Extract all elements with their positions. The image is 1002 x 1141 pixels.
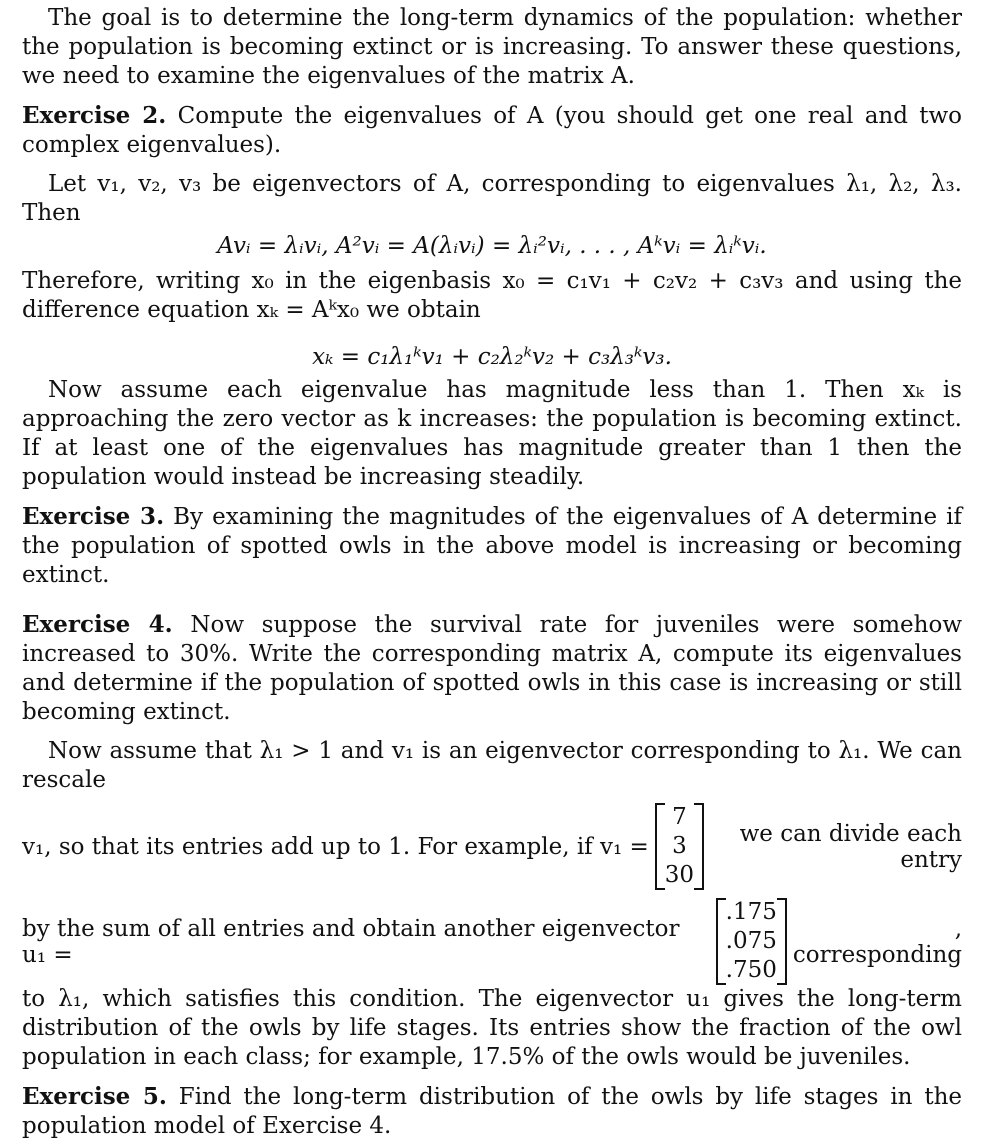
exercise-3-text: By examining the magnitudes of the eigenvalues of A determine if the population of spotted owls in the above model is increasing or becoming extinct. xyxy=(22,504,962,588)
exercise-2-text: Compute the eigenvalues of A (you should get one real and two complex eigenvalues). xyxy=(22,103,963,158)
v1-line-after: we can divide each entry xyxy=(739,820,962,873)
equation-xk: xₖ = c₁λ₁ᵏv₁ + c₂λ₂ᵏv₂ + c₃λ₃ᵏv₃. xyxy=(312,344,672,370)
distribution-paragraph: to λ₁, which satisfies this condition. The eigenvector u₁ gives the long-term distribution of the owls by life stages. Its entries show the fraction of the owl population in each class; for example, 17.5% of the owls would be juveniles. xyxy=(22,986,962,1070)
eigenbasis-paragraph: Therefore, writing x₀ in the eigenbasis x₀ = c₁v₁ + c₂v₂ + c₃v₃ and using the difference equation xₖ = Aᵏx₀ we obtain xyxy=(22,268,962,323)
rescale-paragraph: Now assume that λ₁ > 1 and v₁ is an eigenvector corresponding to λ₁. We can rescale xyxy=(22,738,962,793)
equation-powers: Avᵢ = λᵢvᵢ, A²vᵢ = A(λᵢvᵢ) = λᵢ²vᵢ, . . . , Aᵏvᵢ = λᵢᵏvᵢ. xyxy=(217,233,767,259)
eigenvector-paragraph: Let v₁, v₂, v₃ be eigenvectors of A, corresponding to eigenvalues λ₁, λ₂, λ₃. Then xyxy=(22,171,962,226)
magnitude-paragraph: Now assume each eigenvalue has magnitude less than 1. Then xₖ is approaching the zero vector as k increases: the population is becoming extinct. If at least one of the eigenvalues has magnitude greater than 1 then the population would instead be increasing steadily. xyxy=(22,377,962,490)
v1-entry: 3 xyxy=(672,833,687,859)
u1-line-after: , corresponding xyxy=(792,915,962,968)
exercise-3 xyxy=(22,502,962,590)
u1-line-before: by the sum of all entries and obtain another eigenvector u₁ = xyxy=(22,915,680,968)
exercise-4 xyxy=(22,610,962,727)
u1-entry: .175 xyxy=(725,899,777,925)
exercise-2-heading: Exercise 2. xyxy=(22,102,167,129)
v1-line-before: v₁, so that its entries add up to 1. For example, if v₁ = xyxy=(22,833,649,860)
exercise-4-text: Now suppose the survival rate for juveniles were somehow increased to 30%. Write the corresponding matrix A, compute its eigenvalues and determine if the population of spotted owls in this case is increasing or still becoming extinct. xyxy=(22,612,963,725)
document-page xyxy=(22,4,962,1141)
v1-entry: 7 xyxy=(672,804,687,830)
exercise-5 xyxy=(22,1082,962,1141)
intro-paragraph: The goal is to determine the long-term dynamics of the population: whether the population is becoming extinct or is increasing. To answer these questions, we need to examine the eigenvalues of the matrix A. xyxy=(22,5,962,89)
exercise-2 xyxy=(22,101,962,160)
exercise-5-heading: Exercise 5. xyxy=(22,1083,167,1110)
exercise-5-text: Find the long-term distribution of the owls by life stages in the population model of Exercise 4. xyxy=(22,1084,963,1139)
u1-line xyxy=(22,898,962,985)
u1-vector xyxy=(716,898,787,985)
v1-vector xyxy=(655,803,704,890)
u1-entry: .750 xyxy=(725,957,777,983)
v1-line xyxy=(22,803,962,890)
u1-entry: .075 xyxy=(725,928,777,954)
v1-entry: 30 xyxy=(664,862,695,888)
exercise-3-heading: Exercise 3. xyxy=(22,503,165,530)
exercise-4-heading: Exercise 4. xyxy=(22,611,173,638)
